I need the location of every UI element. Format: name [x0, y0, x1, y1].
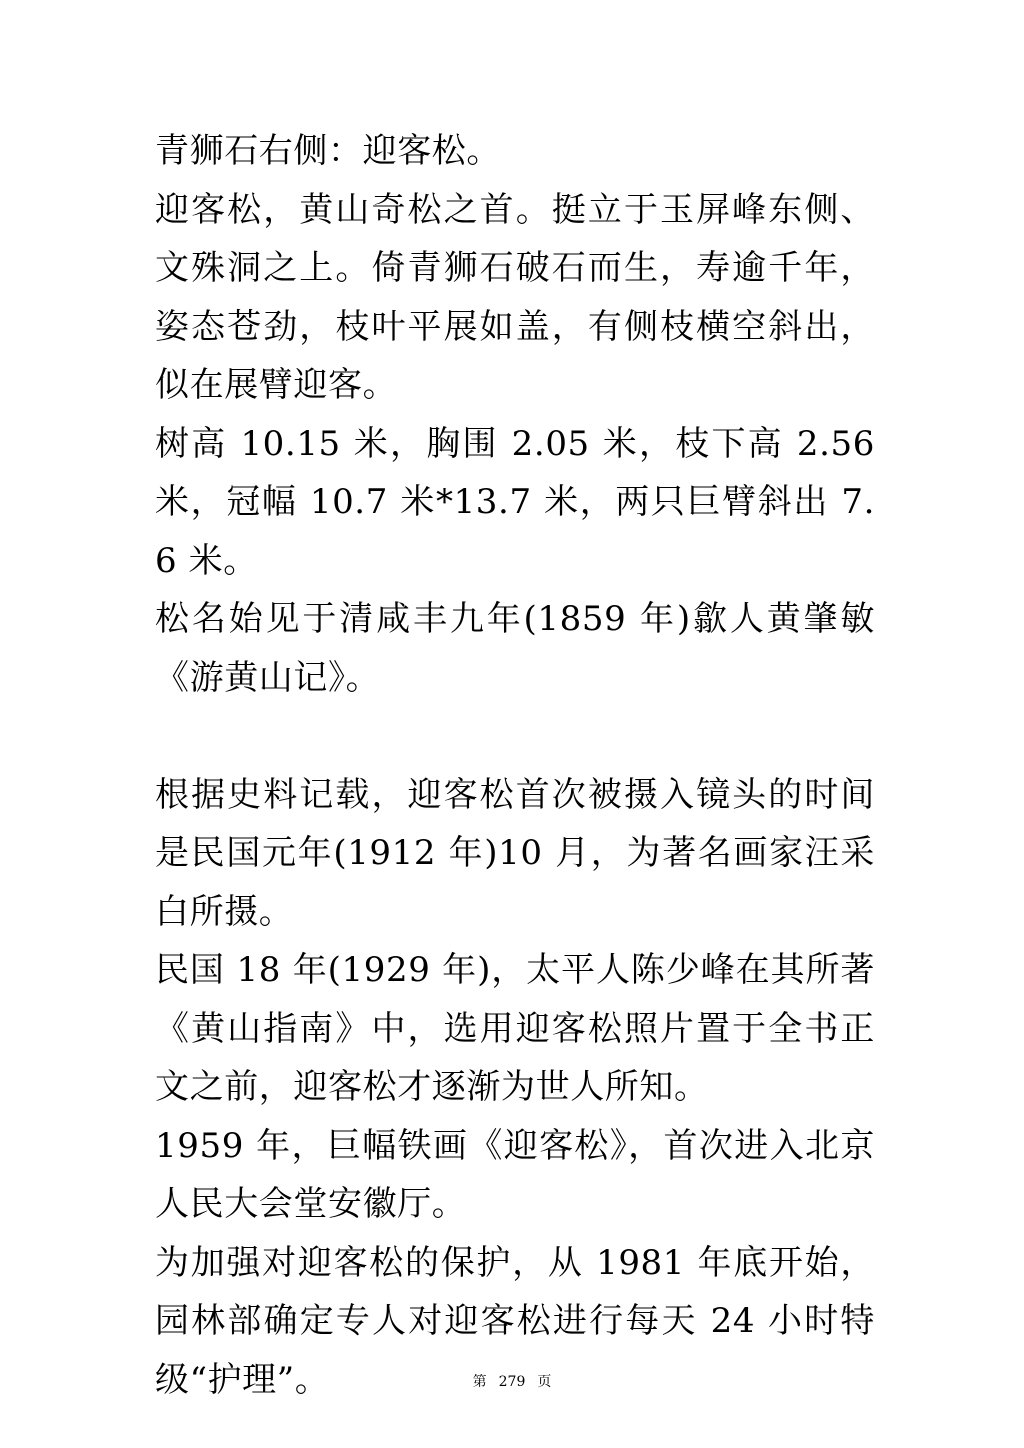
paragraph: 根据史料记载，迎客松首次被摄入镜头的时间是民国元年(1912 年)10 月，为著名画家汪采白所摄。: [155, 774, 875, 932]
page-footer: [0, 1373, 1024, 1391]
paragraph: 树高 10.15 米，胸围 2.05 米，枝下高 2.56 米，冠幅 10.7 米*13.7 米，两只巨臂斜出 7.6 米。: [155, 423, 887, 581]
paragraph: 为加强对迎客松的保护，从 1981 年底开始，园林部确定专人对迎客松进行每天 24 小时特级“护理”。: [155, 1242, 875, 1400]
paragraph-spacer: [155, 707, 875, 766]
paragraph-heading: 青狮石右侧：迎客松。: [155, 131, 501, 171]
paragraph: 迎客松，黄山奇松之首。挺立于玉屏峰东侧、文殊洞之上。倚青狮石破石而生，寿逾千年，姿态苍劲，枝叶平展如盖，有侧枝横空斜出，似在展臂迎客。: [155, 189, 875, 405]
paragraph: 1959 年，巨幅铁画《迎客松》，首次进入北京人民大会堂安徽厅。: [155, 1125, 875, 1224]
paragraph: 松名始见于清咸丰九年(1859 年)歙人黄肇敏《游黄山记》。: [155, 599, 875, 698]
page-number-suffix: 页: [537, 1374, 552, 1390]
document-body: [155, 122, 887, 1409]
paragraph: 民国 18 年(1929 年)，太平人陈少峰在其所著《黄山指南》中，选用迎客松照片置于全书正文之前，迎客松才逐渐为世人所知。: [155, 950, 875, 1107]
page-number: 279: [498, 1374, 526, 1390]
page-number-prefix: 第: [472, 1374, 487, 1390]
